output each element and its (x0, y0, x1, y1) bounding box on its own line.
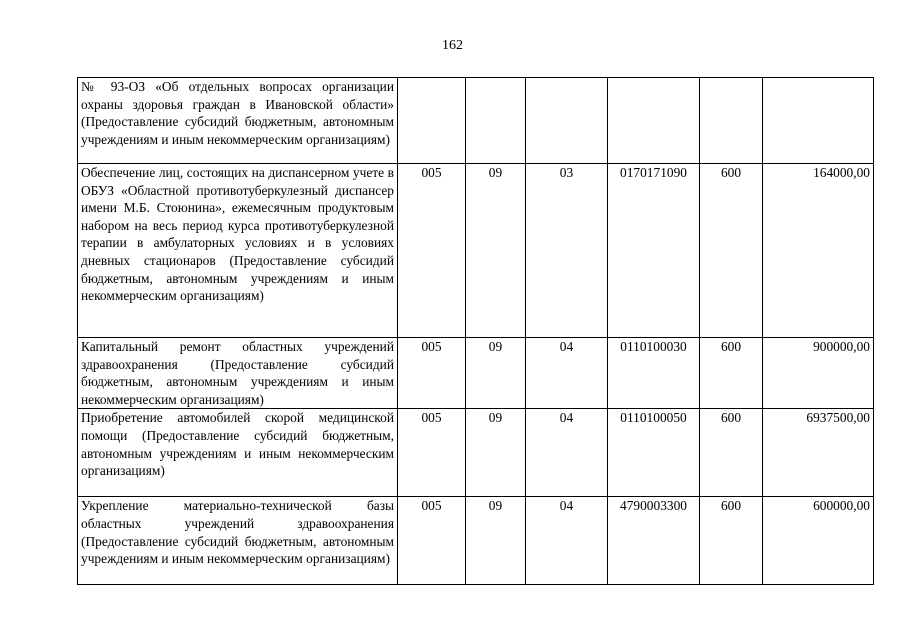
amount-cell: 600000,00 (763, 497, 874, 585)
amount-cell: 164000,00 (763, 164, 874, 338)
row-name-cell: Обеспечение лиц, состоящих на диспансерном учете в ОБУЗ «Областной противотуберкулезный диспансер имени М.Б. Стоюнина», ежемесячным продуктовым набором на весь период курса противотуберкулезной терапии в амбулаторных условиях и в условиях дневных стационаров (Предоставление субсидий бюджетным, автономным учреждениям и иным некоммерческим организациям) (78, 164, 398, 338)
expense-type-cell: 600 (700, 338, 763, 409)
grbs-cell: 005 (398, 497, 466, 585)
table-row (78, 164, 874, 338)
section-cell (466, 78, 526, 164)
target-article-cell (608, 78, 700, 164)
amount-cell: 6937500,00 (763, 409, 874, 497)
expense-type-cell: 600 (700, 409, 763, 497)
grbs-cell: 005 (398, 409, 466, 497)
target-article-cell: 0170171090 (608, 164, 700, 338)
subsection-cell: 04 (526, 409, 608, 497)
table-row (78, 78, 874, 164)
table-row (78, 409, 874, 497)
amount-cell: 900000,00 (763, 338, 874, 409)
subsection-cell: 03 (526, 164, 608, 338)
expense-type-cell (700, 78, 763, 164)
row-name-cell: Приобретение автомобилей скорой медицинской помощи (Предоставление субсидий бюджетным, автономным учреждениям и иным некоммерческим организациям) (78, 409, 398, 497)
grbs-cell: 005 (398, 338, 466, 409)
table-row (78, 338, 874, 409)
row-name-cell: № 93-ОЗ «Об отдельных вопросах организации охраны здоровья граждан в Ивановской области» (Предоставление субсидий бюджетным, автономным учреждениям и иным некоммерческим организациям) (78, 78, 398, 164)
expense-type-cell: 600 (700, 497, 763, 585)
target-article-cell: 4790003300 (608, 497, 700, 585)
section-cell: 09 (466, 164, 526, 338)
page-number: 162 (442, 38, 463, 53)
target-article-cell: 0110100050 (608, 409, 700, 497)
subsection-cell: 04 (526, 497, 608, 585)
expense-type-cell: 600 (700, 164, 763, 338)
subsection-cell: 04 (526, 338, 608, 409)
grbs-cell: 005 (398, 164, 466, 338)
budget-table (77, 77, 874, 585)
section-cell: 09 (466, 338, 526, 409)
target-article-cell: 0110100030 (608, 338, 700, 409)
table-row (78, 497, 874, 585)
subsection-cell (526, 78, 608, 164)
amount-cell (763, 78, 874, 164)
row-name-cell: Капитальный ремонт областных учреждений здравоохранения (Предоставление субсидий бюджетным, автономным учреждениям и иным некоммерческим организациям) (78, 338, 398, 409)
grbs-cell (398, 78, 466, 164)
row-name-cell: Укрепление материально-технической базы областных учреждений здравоохранения (Предоставление субсидий бюджетным, автономным учреждениям и иным некоммерческим организациям) (78, 497, 398, 585)
section-cell: 09 (466, 409, 526, 497)
section-cell: 09 (466, 497, 526, 585)
